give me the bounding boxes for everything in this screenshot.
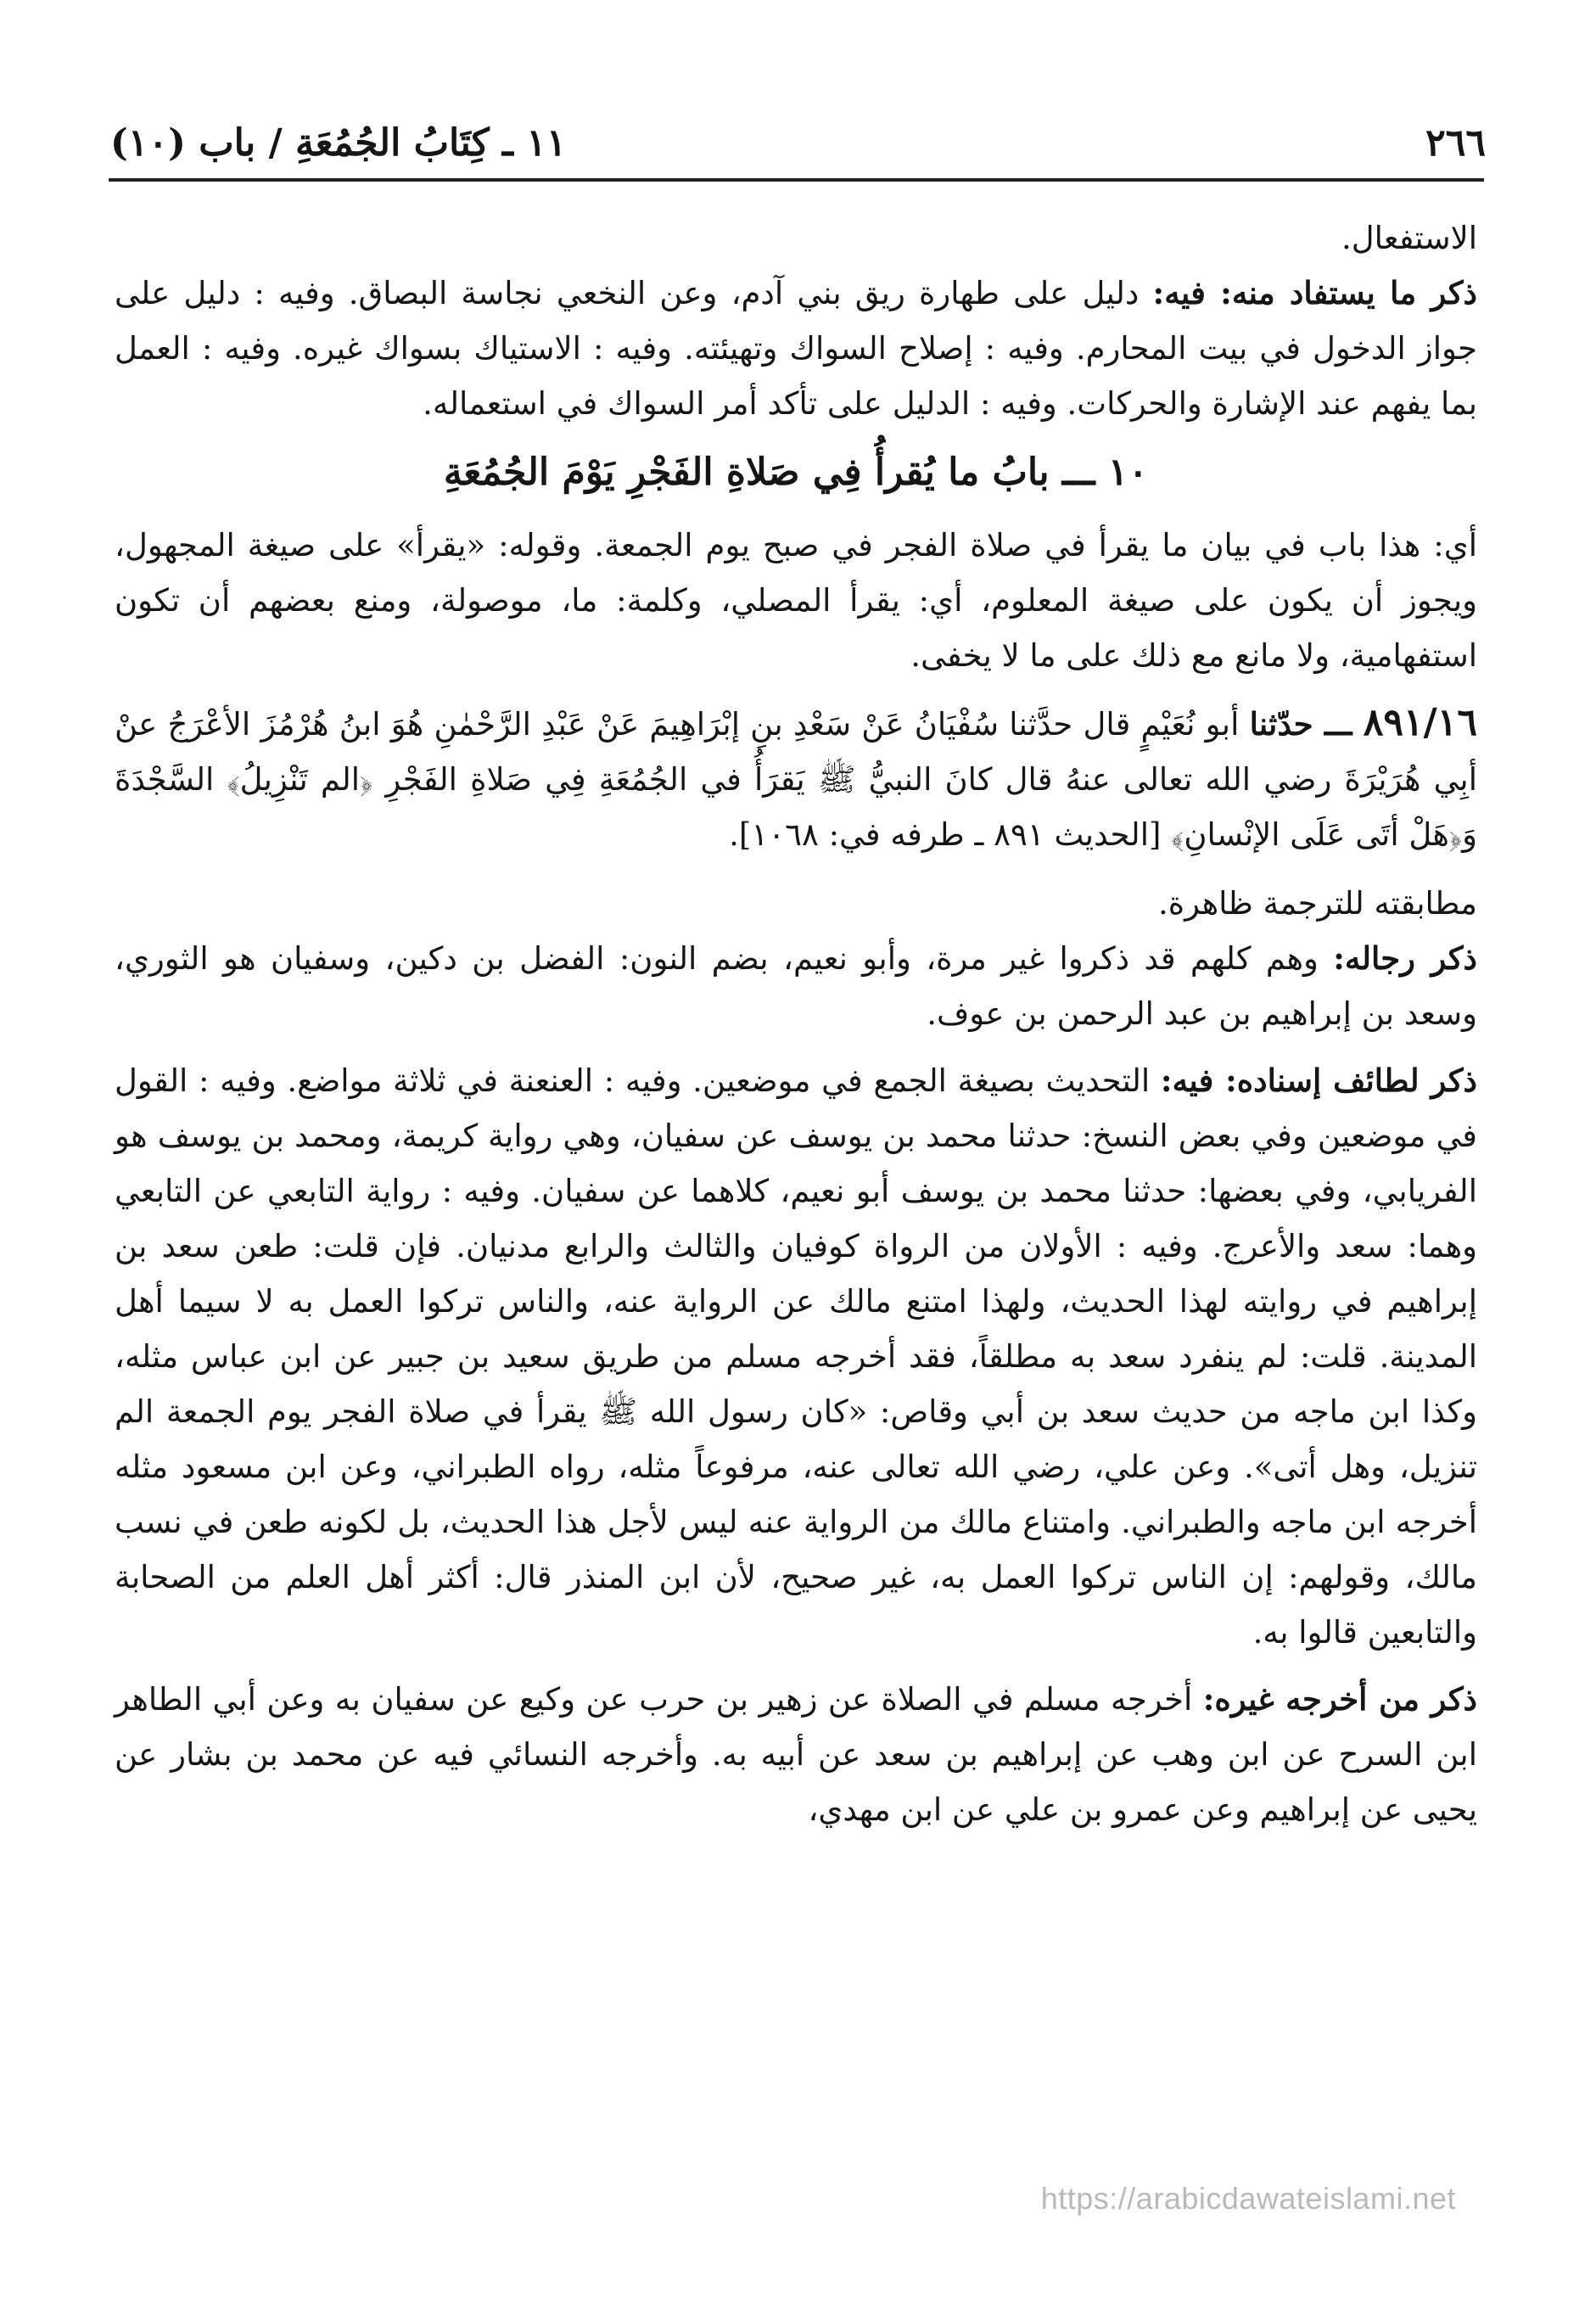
hadith-text-paragraph <box>115 695 1477 862</box>
page-header <box>110 112 1486 173</box>
hadith-block <box>115 695 1477 862</box>
paragraph-text: الاستفعال. <box>1341 220 1477 256</box>
paragraph-other-narrations <box>115 1672 1477 1837</box>
page-body <box>115 210 1477 1849</box>
paragraph-text: التحديث بصيغة الجمع في موضعين. وفيه : العنعنة في ثلاثة مواضع. وفيه : القول في موضعين وفي بعض النسخ: حدثنا محمد بن يوسف عن سفيان، وهي رواية كريمة، ومحمد بن يوسف هو الفريابي، وفي بعضها: حدثنا محمد بن يوسف أبو نعيم، كلاهما عن سفيان. وفيه : رواية التابعي عن التابعي وهما: سعد والأعرج. وفيه : الأولان من الرواة كوفيان والثالث والرابع مدنيان. فإن قلت: طعن سعد بن إبراهيم في روايته لهذا الحديث، ولهذا امتنع مالك عن الرواية عنه، والناس تركوا العمل به لا سيما أهل المدينة. قلت: لم ينفرد سعد به مطلقاً، فقد أخرجه مسلم من طريق سعيد بن جبير عن ابن عباس مثله، وكذا ابن ماجه من حديث سعد بن أبي وقاص: «كان رسول الله ﷺ يقرأ في صلاة الفجر يوم الجمعة الم تنزيل، وهل أتى». وعن علي، رضي الله تعالى عنه، مرفوعاً مثله، رواه الطبراني، وعن ابن مسعود مثله أخرجه ابن ماجه والطبراني. وامتناع مالك من الرواية عنه ليس لأجل هذا الحديث، بل لكونه طعن في نسب مالك، وقولهم: إن الناس تركوا العمل به، غير صحيح، لأن ابن المنذر قال: أكثر أهل العلم من الصحابة والتابعين قالوا به. <box>115 1062 1477 1651</box>
running-title: ١١ ـ كِتَابُ الجُمُعَةِ / باب (١٠) <box>110 121 567 165</box>
paragraph-lead: ذكر لطائف إسناده: فيه: <box>1160 1062 1477 1099</box>
paragraph-text: دليل على طهارة ريق بني آدم، وعن النخعي نجاسة البصاق. وفيه : دليل على جواز الدخول في بيت المحارم. وفيه : إصلاح السواك وتهيئته. وفيه : الاستياك بسواك غيره. وفيه : العمل بما يفهم عند الإشارة والحركات. وفيه : الدليل على تأكد أمر السواك في استعماله. <box>115 275 1477 422</box>
paragraph-lead: ذكر من أخرجه غيره: <box>1202 1680 1477 1718</box>
page-number: ٢٦٦ <box>1425 121 1486 165</box>
hadith-lead: ـــ حدّثنا <box>1249 705 1364 743</box>
paragraph-text: مطابقته للترجمة ظاهرة. <box>1158 885 1477 922</box>
chapter-heading: ١٠ ـــ بابُ ما يُقرأُ فِي صَلاةِ الفَجْرِ يَوْمَ الجُمُعَةِ <box>443 451 1149 494</box>
paragraph-text: أخرجه مسلم في الصلاة عن زهير بن حرب عن وكيع عن سفيان به وعن أبي الطاهر ابن السرح عن ابن وهب عن إبراهيم بن سعد عن أبيه به. وأخرجه النسائي فيه عن محمد بن بشار عن يحيى عن إبراهيم وعن عمرو بن علي عن ابن مهدي، <box>115 1681 1477 1828</box>
paragraph-text: أي: هذا باب في بيان ما يقرأ في صلاة الفجر في صبح يوم الجمعة. وقوله: «يقرأ» على صيغة المجهول، ويجوز أن يكون على صيغة المعلوم، أي: يقرأ المصلي، وكلمة: ما، موصولة، ومنع بعضهم أن تكون استفهامية، ولا مانع مع ذلك على ما لا يخفى. <box>115 527 1477 674</box>
paragraph-narrators <box>115 931 1477 1041</box>
hadith-number: ٨٩١/١٦ <box>1363 701 1477 744</box>
paragraph-continuation <box>115 210 1477 266</box>
hadith-text: أبو نُعَيْمٍ قال حدَّثنا سُفْيَانُ عَنْ سَعْدِ بنِ إبْرَاهِيمَ عَنْ عَبْدِ الرَّحْمٰنِ هُوَ ابنُ هُرْمُزَ الأعْرَجُ عنْ أبِي هُرَيْرَةَ رضي الله تعالى عنهُ قال كانَ النبيُّ ﷺ يَقرَأُ في الجُمُعَةِ فِي صَلاةِ الفَجْرِ ﴿الم تَنْزِيلُ﴾ السَّجْدَةَ وَ﴿هَلْ أتَى عَلَى الإنْسانِ﴾ [الحديث ٨٩١ ـ طرفه في: ١٠٦٨]. <box>115 706 1477 853</box>
paragraph-benefits <box>115 266 1477 431</box>
header-divider <box>109 178 1484 182</box>
paragraph-lead: ذكر رجاله: <box>1333 939 1477 977</box>
paragraph-lead: ذكر ما يستفاد منه: فيه: <box>1152 274 1477 311</box>
source-watermark: https://arabicdawateislami.net <box>1040 2181 1456 2216</box>
paragraph-correspondence <box>115 876 1477 931</box>
paragraph-isnad-subtleties <box>115 1053 1477 1660</box>
paragraph-text: وهم كلهم قد ذكروا غير مرة، وأبو نعيم، بضم النون: الفضل بن دكين، وسفيان هو الثوري، وسعد بن إبراهيم بن عبد الرحمن بن عوف. <box>115 940 1477 1032</box>
chapter-commentary <box>115 518 1477 683</box>
